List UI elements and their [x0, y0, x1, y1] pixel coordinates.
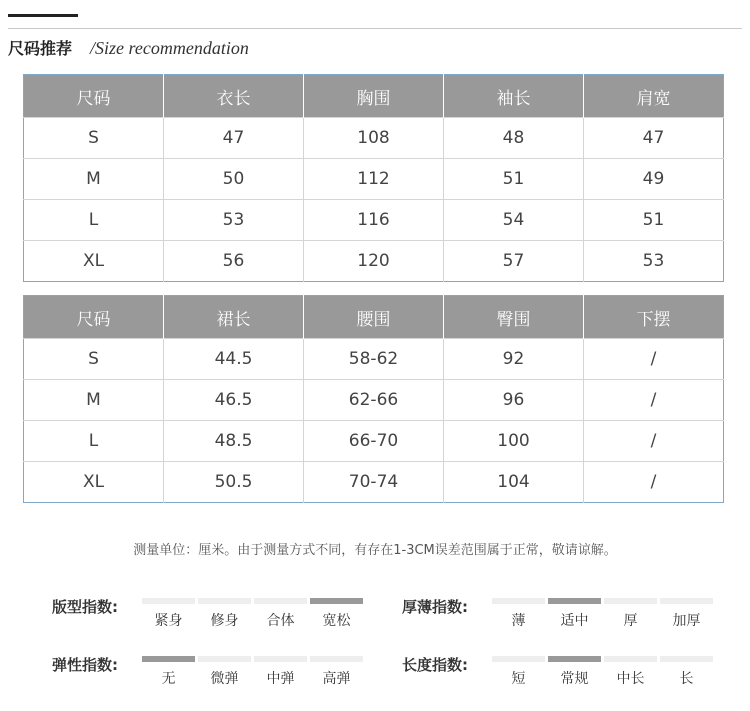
thickness-option [660, 598, 713, 630]
table-cell: 51 [444, 159, 584, 200]
table-cell: 58-62 [304, 339, 444, 380]
thickness-option-bar [660, 598, 713, 604]
fit-option-bar [254, 598, 307, 604]
thickness-option [548, 598, 601, 630]
bottom-size-table [23, 295, 724, 503]
thickness-option [604, 598, 657, 630]
elasticity-option-bar [310, 656, 363, 662]
thickness-option-bar [548, 598, 601, 604]
fit-option-bar [310, 598, 363, 604]
elasticity-option [254, 656, 307, 688]
table-cell: 57 [444, 241, 584, 282]
table-cell: 54 [444, 200, 584, 241]
table-row [24, 462, 724, 503]
table-cell: 53 [584, 241, 724, 282]
thickness-option-bar [604, 598, 657, 604]
section-title-en: /Size recommendation [90, 38, 249, 58]
elasticity-option-bar [254, 656, 307, 662]
length-option-bar [604, 656, 657, 662]
thickness-option-bar [492, 598, 545, 604]
fit-option [142, 598, 195, 630]
fit-index-scale [142, 598, 363, 630]
header-cell: 胸围 [304, 75, 444, 118]
table-header-row [24, 75, 724, 118]
header-cell: 肩宽 [584, 75, 724, 118]
thickness-option-label: 厚 [623, 613, 638, 629]
section-title [8, 36, 249, 60]
table-header-row [24, 296, 724, 339]
table-cell: / [584, 462, 724, 503]
elasticity-option [142, 656, 195, 688]
header-cell: 臀围 [444, 296, 584, 339]
fit-index-label: 版型指数: [52, 598, 118, 616]
elasticity-option-label: 微弹 [210, 671, 239, 687]
table-cell: 120 [304, 241, 444, 282]
table-cell: 100 [444, 421, 584, 462]
table-cell: 46.5 [164, 380, 304, 421]
elasticity-option [198, 656, 251, 688]
table-cell: 70-74 [304, 462, 444, 503]
table-row [24, 339, 724, 380]
top-size-table [23, 74, 724, 282]
fit-option-label: 紧身 [154, 613, 183, 629]
length-option [492, 656, 545, 688]
table-cell: M [24, 159, 164, 200]
table-cell: 56 [164, 241, 304, 282]
table-cell: 47 [164, 118, 304, 159]
table-cell: 116 [304, 200, 444, 241]
thickness-option-label: 加厚 [672, 613, 701, 629]
length-option [660, 656, 713, 688]
fit-option-label: 宽松 [322, 613, 351, 629]
length-index-scale [492, 656, 713, 688]
header-cell: 袖长 [444, 75, 584, 118]
length-option-label: 长 [679, 671, 694, 687]
thickness-option [492, 598, 545, 630]
table-cell: 112 [304, 159, 444, 200]
length-option-label: 常规 [560, 671, 589, 687]
thickness-option-label: 薄 [511, 613, 526, 629]
fit-option [254, 598, 307, 630]
fit-option [310, 598, 363, 630]
length-option [604, 656, 657, 688]
table-row [24, 241, 724, 282]
table-cell: 50 [164, 159, 304, 200]
table-row [24, 200, 724, 241]
table-cell: / [584, 380, 724, 421]
table-row [24, 118, 724, 159]
table-cell: M [24, 380, 164, 421]
table-row [24, 421, 724, 462]
table-cell: 49 [584, 159, 724, 200]
thickness-index-scale [492, 598, 713, 630]
header-accent-bar [8, 14, 78, 17]
length-option-bar [492, 656, 545, 662]
elasticity-index-label: 弹性指数: [52, 656, 118, 674]
table-cell: / [584, 421, 724, 462]
table-cell: 66-70 [304, 421, 444, 462]
thickness-option-label: 适中 [560, 613, 589, 629]
table-cell: 44.5 [164, 339, 304, 380]
table-cell: L [24, 200, 164, 241]
fit-option-bar [142, 598, 195, 604]
length-option-label: 中长 [616, 671, 645, 687]
fit-option [198, 598, 251, 630]
table-row [24, 159, 724, 200]
fit-option-label: 合体 [266, 613, 295, 629]
table-cell: XL [24, 241, 164, 282]
length-index-label: 长度指数: [402, 656, 468, 674]
header-cell: 尺码 [24, 75, 164, 118]
elasticity-option [310, 656, 363, 688]
length-option [548, 656, 601, 688]
table-cell: 62-66 [304, 380, 444, 421]
table-cell: 47 [584, 118, 724, 159]
header-cell: 腰围 [304, 296, 444, 339]
header-cell: 尺码 [24, 296, 164, 339]
table-cell: 53 [164, 200, 304, 241]
table-cell: 92 [444, 339, 584, 380]
header-divider [8, 28, 742, 29]
table-cell: 104 [444, 462, 584, 503]
elasticity-option-label: 无 [161, 671, 176, 687]
header-cell: 下摆 [584, 296, 724, 339]
table-cell: S [24, 118, 164, 159]
measurement-note: 测量单位：厘米。由于测量方式不同，有存在1-3CM误差范围属于正常，敬请谅解。 [133, 543, 617, 558]
table-cell: S [24, 339, 164, 380]
table-cell: L [24, 421, 164, 462]
elasticity-option-bar [142, 656, 195, 662]
elasticity-option-label: 中弹 [266, 671, 295, 687]
section-title-cn: 尺码推荐 [8, 39, 73, 58]
table-cell: 51 [584, 200, 724, 241]
length-option-bar [660, 656, 713, 662]
table-cell: / [584, 339, 724, 380]
table-cell: 48 [444, 118, 584, 159]
thickness-index-label: 厚薄指数: [402, 598, 468, 616]
table-cell: 48.5 [164, 421, 304, 462]
table-cell: 96 [444, 380, 584, 421]
table-row [24, 380, 724, 421]
header-cell: 衣长 [164, 75, 304, 118]
elasticity-option-bar [198, 656, 251, 662]
table-cell: XL [24, 462, 164, 503]
table-cell: 108 [304, 118, 444, 159]
fit-option-bar [198, 598, 251, 604]
fit-option-label: 修身 [210, 613, 239, 629]
elasticity-option-label: 高弹 [322, 671, 351, 687]
elasticity-index-scale [142, 656, 363, 688]
length-option-bar [548, 656, 601, 662]
length-option-label: 短 [511, 671, 526, 687]
table-cell: 50.5 [164, 462, 304, 503]
header-cell: 裙长 [164, 296, 304, 339]
